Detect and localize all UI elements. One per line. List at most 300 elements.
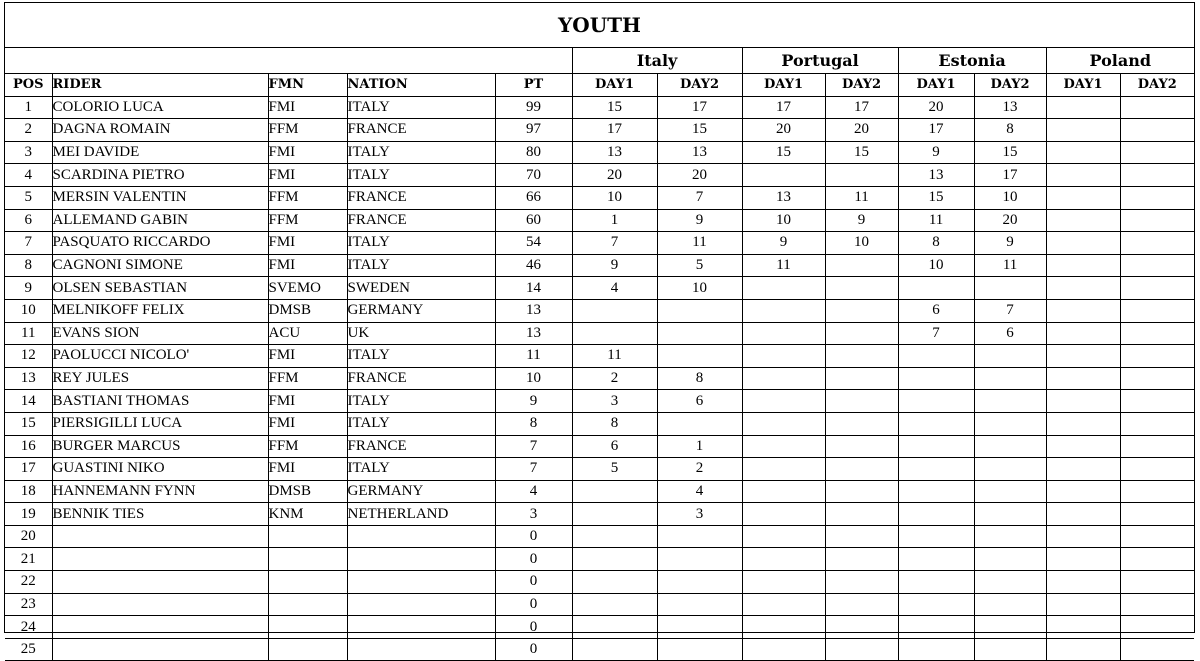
cell-estonia-day2: 9	[974, 232, 1046, 255]
cell-italy-day1	[572, 571, 657, 594]
cell-pos: 21	[5, 548, 52, 571]
cell-poland-day1	[1046, 412, 1120, 435]
cell-portugal-day2: 10	[825, 232, 898, 255]
cell-portugal-day2: 9	[825, 209, 898, 232]
cell-poland-day1	[1046, 96, 1120, 119]
cell-italy-day1: 6	[572, 435, 657, 458]
cell-italy-day1	[572, 322, 657, 345]
cell-estonia-day2	[974, 480, 1046, 503]
cell-portugal-day1	[742, 277, 825, 300]
table-row	[5, 232, 1194, 255]
cell-italy-day2	[657, 638, 742, 661]
cell-portugal-day1	[742, 164, 825, 187]
cell-fmn: SVEMO	[268, 277, 347, 300]
cell-nation	[347, 548, 495, 571]
cell-poland-day2	[1120, 209, 1194, 232]
table-row	[5, 390, 1194, 413]
cell-rider	[52, 638, 268, 661]
cell-pos: 5	[5, 186, 52, 209]
cell-rider: HANNEMANN FYNN	[52, 480, 268, 503]
cell-pt: 0	[495, 548, 572, 571]
cell-pos: 23	[5, 593, 52, 616]
col-header-poland-day2: DAY2	[1120, 74, 1194, 97]
cell-italy-day1: 11	[572, 345, 657, 368]
cell-pos: 24	[5, 616, 52, 639]
cell-pt: 10	[495, 367, 572, 390]
cell-italy-day2	[657, 525, 742, 548]
cell-nation	[347, 571, 495, 594]
cell-portugal-day2	[825, 503, 898, 526]
cell-poland-day1	[1046, 525, 1120, 548]
cell-poland-day2	[1120, 254, 1194, 277]
cell-portugal-day2: 11	[825, 186, 898, 209]
cell-estonia-day1: 6	[898, 299, 974, 322]
cell-portugal-day2	[825, 322, 898, 345]
cell-portugal-day1: 20	[742, 119, 825, 142]
standings-sheet	[4, 2, 1195, 658]
cell-poland-day1	[1046, 548, 1120, 571]
cell-pos: 3	[5, 141, 52, 164]
cell-poland-day1	[1046, 141, 1120, 164]
cell-poland-day1	[1046, 299, 1120, 322]
cell-estonia-day2	[974, 571, 1046, 594]
cell-portugal-day2	[825, 458, 898, 481]
table-row	[5, 480, 1194, 503]
cell-nation: GERMANY	[347, 299, 495, 322]
cell-pt: 11	[495, 345, 572, 368]
cell-pt: 60	[495, 209, 572, 232]
cell-estonia-day1	[898, 277, 974, 300]
cell-nation	[347, 593, 495, 616]
cell-italy-day1: 7	[572, 232, 657, 255]
cell-poland-day2	[1120, 299, 1194, 322]
cell-portugal-day2	[825, 548, 898, 571]
cell-pt: 9	[495, 390, 572, 413]
cell-portugal-day2	[825, 480, 898, 503]
cell-estonia-day1	[898, 503, 974, 526]
cell-estonia-day2	[974, 503, 1046, 526]
cell-nation: ITALY	[347, 412, 495, 435]
cell-poland-day2	[1120, 435, 1194, 458]
cell-portugal-day1	[742, 412, 825, 435]
cell-poland-day2	[1120, 548, 1194, 571]
cell-poland-day2	[1120, 480, 1194, 503]
event-estonia: Estonia	[898, 48, 1046, 74]
cell-pos: 6	[5, 209, 52, 232]
cell-poland-day1	[1046, 119, 1120, 142]
cell-italy-day2: 11	[657, 232, 742, 255]
cell-pt: 66	[495, 186, 572, 209]
cell-estonia-day1: 15	[898, 186, 974, 209]
cell-italy-day1: 9	[572, 254, 657, 277]
cell-fmn	[268, 571, 347, 594]
cell-poland-day1	[1046, 593, 1120, 616]
cell-pt: 8	[495, 412, 572, 435]
cell-nation: ITALY	[347, 232, 495, 255]
cell-pos: 12	[5, 345, 52, 368]
cell-fmn: FFM	[268, 435, 347, 458]
cell-portugal-day2	[825, 164, 898, 187]
cell-italy-day1: 15	[572, 96, 657, 119]
cell-pos: 17	[5, 458, 52, 481]
cell-portugal-day1	[742, 322, 825, 345]
cell-italy-day2: 9	[657, 209, 742, 232]
cell-fmn: FFM	[268, 119, 347, 142]
cell-italy-day2: 5	[657, 254, 742, 277]
cell-portugal-day2	[825, 390, 898, 413]
cell-poland-day2	[1120, 345, 1194, 368]
event-portugal: Portugal	[742, 48, 898, 74]
cell-rider: REY JULES	[52, 367, 268, 390]
event-italy: Italy	[572, 48, 742, 74]
cell-portugal-day2	[825, 345, 898, 368]
table-row	[5, 209, 1194, 232]
table-row	[5, 322, 1194, 345]
cell-estonia-day2	[974, 458, 1046, 481]
cell-rider: MERSIN VALENTIN	[52, 186, 268, 209]
cell-nation: ITALY	[347, 96, 495, 119]
cell-estonia-day1	[898, 548, 974, 571]
cell-portugal-day1	[742, 638, 825, 661]
cell-poland-day2	[1120, 412, 1194, 435]
cell-fmn: FFM	[268, 209, 347, 232]
cell-fmn: FFM	[268, 186, 347, 209]
cell-portugal-day2	[825, 435, 898, 458]
cell-italy-day1	[572, 525, 657, 548]
cell-italy-day2: 17	[657, 96, 742, 119]
cell-poland-day2	[1120, 503, 1194, 526]
cell-poland-day1	[1046, 480, 1120, 503]
cell-fmn: FMI	[268, 458, 347, 481]
cell-pos: 14	[5, 390, 52, 413]
cell-estonia-day2	[974, 277, 1046, 300]
col-header-nation: NATION	[347, 74, 495, 97]
cell-pt: 0	[495, 525, 572, 548]
cell-portugal-day1	[742, 480, 825, 503]
cell-rider: BENNIK TIES	[52, 503, 268, 526]
table-row	[5, 458, 1194, 481]
cell-italy-day2	[657, 299, 742, 322]
col-header-rider: RIDER	[52, 74, 268, 97]
table-row	[5, 525, 1194, 548]
cell-estonia-day2	[974, 345, 1046, 368]
cell-fmn: FMI	[268, 254, 347, 277]
cell-nation	[347, 525, 495, 548]
event-poland: Poland	[1046, 48, 1194, 74]
cell-pos: 1	[5, 96, 52, 119]
cell-portugal-day2	[825, 593, 898, 616]
cell-fmn	[268, 525, 347, 548]
cell-rider: PASQUATO RICCARDO	[52, 232, 268, 255]
cell-estonia-day2: 11	[974, 254, 1046, 277]
cell-poland-day1	[1046, 390, 1120, 413]
cell-portugal-day1	[742, 299, 825, 322]
cell-estonia-day1: 11	[898, 209, 974, 232]
cell-italy-day2: 6	[657, 390, 742, 413]
cell-fmn: FMI	[268, 96, 347, 119]
cell-fmn: FMI	[268, 345, 347, 368]
cell-pt: 80	[495, 141, 572, 164]
cell-rider: SCARDINA PIETRO	[52, 164, 268, 187]
cell-estonia-day2	[974, 435, 1046, 458]
cell-pos: 22	[5, 571, 52, 594]
cell-pt: 0	[495, 571, 572, 594]
col-header-portugal-day1: DAY1	[742, 74, 825, 97]
cell-rider: ALLEMAND GABIN	[52, 209, 268, 232]
cell-poland-day2	[1120, 458, 1194, 481]
cell-poland-day2	[1120, 277, 1194, 300]
cell-pos: 16	[5, 435, 52, 458]
cell-poland-day1	[1046, 367, 1120, 390]
cell-italy-day2: 1	[657, 435, 742, 458]
cell-poland-day1	[1046, 435, 1120, 458]
cell-fmn: DMSB	[268, 480, 347, 503]
cell-portugal-day2	[825, 525, 898, 548]
cell-poland-day1	[1046, 164, 1120, 187]
cell-italy-day1: 1	[572, 209, 657, 232]
cell-rider: DAGNA ROMAIN	[52, 119, 268, 142]
cell-poland-day2	[1120, 119, 1194, 142]
cell-italy-day1: 13	[572, 141, 657, 164]
cell-poland-day1	[1046, 571, 1120, 594]
standings-table	[5, 48, 1194, 661]
cell-rider: MELNIKOFF FELIX	[52, 299, 268, 322]
cell-poland-day2	[1120, 164, 1194, 187]
cell-portugal-day1: 15	[742, 141, 825, 164]
events-header-spacer	[5, 48, 572, 74]
cell-portugal-day2	[825, 299, 898, 322]
cell-pt: 7	[495, 458, 572, 481]
cell-pos: 20	[5, 525, 52, 548]
cell-portugal-day1	[742, 525, 825, 548]
cell-nation: GERMANY	[347, 480, 495, 503]
cell-estonia-day1	[898, 367, 974, 390]
cell-italy-day2	[657, 345, 742, 368]
cell-nation	[347, 638, 495, 661]
cell-poland-day2	[1120, 571, 1194, 594]
cell-pos: 19	[5, 503, 52, 526]
cell-fmn: DMSB	[268, 299, 347, 322]
cell-nation: ITALY	[347, 141, 495, 164]
cell-rider	[52, 571, 268, 594]
cell-portugal-day2	[825, 277, 898, 300]
cell-italy-day2: 3	[657, 503, 742, 526]
cell-portugal-day1: 11	[742, 254, 825, 277]
cell-italy-day2: 7	[657, 186, 742, 209]
cell-rider	[52, 593, 268, 616]
cell-pt: 0	[495, 593, 572, 616]
table-row	[5, 638, 1194, 661]
cell-fmn: KNM	[268, 503, 347, 526]
cell-nation: ITALY	[347, 254, 495, 277]
cell-nation: ITALY	[347, 345, 495, 368]
events-header-row	[5, 48, 1194, 74]
cell-pos: 10	[5, 299, 52, 322]
cell-nation: SWEDEN	[347, 277, 495, 300]
cell-portugal-day1	[742, 390, 825, 413]
cell-poland-day1	[1046, 209, 1120, 232]
cell-rider	[52, 525, 268, 548]
table-row	[5, 593, 1194, 616]
cell-italy-day2: 20	[657, 164, 742, 187]
cell-estonia-day1: 10	[898, 254, 974, 277]
cell-portugal-day1	[742, 458, 825, 481]
cell-italy-day2	[657, 548, 742, 571]
cell-rider	[52, 548, 268, 571]
cell-pos: 8	[5, 254, 52, 277]
cell-fmn	[268, 638, 347, 661]
cell-portugal-day2: 17	[825, 96, 898, 119]
cell-italy-day2	[657, 571, 742, 594]
cell-estonia-day2: 10	[974, 186, 1046, 209]
table-row	[5, 503, 1194, 526]
cell-pt: 0	[495, 638, 572, 661]
column-header-row	[5, 74, 1194, 97]
cell-estonia-day1: 20	[898, 96, 974, 119]
col-header-estonia-day1: DAY1	[898, 74, 974, 97]
cell-pt: 70	[495, 164, 572, 187]
cell-rider: GUASTINI NIKO	[52, 458, 268, 481]
cell-fmn: FMI	[268, 412, 347, 435]
cell-poland-day2	[1120, 525, 1194, 548]
cell-italy-day1	[572, 638, 657, 661]
cell-rider: COLORIO LUCA	[52, 96, 268, 119]
cell-rider: EVANS SION	[52, 322, 268, 345]
table-row	[5, 96, 1194, 119]
cell-pos: 18	[5, 480, 52, 503]
cell-portugal-day2: 20	[825, 119, 898, 142]
col-header-portugal-day2: DAY2	[825, 74, 898, 97]
cell-pt: 46	[495, 254, 572, 277]
cell-rider: OLSEN SEBASTIAN	[52, 277, 268, 300]
col-header-italy-day1: DAY1	[572, 74, 657, 97]
cell-estonia-day1: 17	[898, 119, 974, 142]
cell-poland-day1	[1046, 503, 1120, 526]
page-title: YOUTH	[5, 3, 1194, 48]
cell-portugal-day2	[825, 412, 898, 435]
cell-estonia-day2	[974, 548, 1046, 571]
table-row	[5, 299, 1194, 322]
cell-estonia-day1	[898, 638, 974, 661]
cell-italy-day1: 3	[572, 390, 657, 413]
cell-nation: FRANCE	[347, 435, 495, 458]
cell-italy-day2	[657, 322, 742, 345]
cell-poland-day2	[1120, 367, 1194, 390]
cell-estonia-day2	[974, 593, 1046, 616]
cell-portugal-day1	[742, 367, 825, 390]
table-row	[5, 119, 1194, 142]
cell-nation: FRANCE	[347, 186, 495, 209]
cell-estonia-day2	[974, 525, 1046, 548]
cell-pos: 11	[5, 322, 52, 345]
cell-pos: 7	[5, 232, 52, 255]
cell-italy-day1: 8	[572, 412, 657, 435]
cell-pos: 2	[5, 119, 52, 142]
cell-portugal-day1	[742, 548, 825, 571]
cell-italy-day2: 15	[657, 119, 742, 142]
cell-estonia-day1	[898, 571, 974, 594]
cell-portugal-day1	[742, 503, 825, 526]
cell-estonia-day2: 6	[974, 322, 1046, 345]
cell-nation: FRANCE	[347, 209, 495, 232]
cell-estonia-day2: 20	[974, 209, 1046, 232]
cell-poland-day1	[1046, 322, 1120, 345]
cell-fmn: FMI	[268, 390, 347, 413]
cell-pt: 13	[495, 299, 572, 322]
cell-estonia-day1: 8	[898, 232, 974, 255]
cell-fmn: FFM	[268, 367, 347, 390]
cell-italy-day1: 5	[572, 458, 657, 481]
cell-portugal-day2: 15	[825, 141, 898, 164]
cell-pt: 54	[495, 232, 572, 255]
cell-estonia-day1	[898, 525, 974, 548]
cell-portugal-day1: 13	[742, 186, 825, 209]
cell-italy-day2: 2	[657, 458, 742, 481]
cell-nation: FRANCE	[347, 119, 495, 142]
cell-poland-day2	[1120, 593, 1194, 616]
cell-portugal-day1: 9	[742, 232, 825, 255]
cell-estonia-day2	[974, 638, 1046, 661]
cell-rider: BURGER MARCUS	[52, 435, 268, 458]
cell-poland-day2	[1120, 141, 1194, 164]
cell-pt: 3	[495, 503, 572, 526]
cell-estonia-day2	[974, 390, 1046, 413]
cell-portugal-day1	[742, 435, 825, 458]
cell-poland-day1	[1046, 458, 1120, 481]
cell-pos: 9	[5, 277, 52, 300]
cell-estonia-day1: 13	[898, 164, 974, 187]
col-header-poland-day1: DAY1	[1046, 74, 1120, 97]
cell-poland-day1	[1046, 277, 1120, 300]
table-row	[5, 254, 1194, 277]
cell-poland-day2	[1120, 638, 1194, 661]
cell-nation: UK	[347, 322, 495, 345]
cell-italy-day1: 17	[572, 119, 657, 142]
cell-estonia-day1	[898, 480, 974, 503]
table-row	[5, 141, 1194, 164]
cell-estonia-day2: 13	[974, 96, 1046, 119]
cell-portugal-day1	[742, 593, 825, 616]
cell-estonia-day1	[898, 345, 974, 368]
cell-italy-day1	[572, 503, 657, 526]
cell-italy-day2: 4	[657, 480, 742, 503]
col-header-estonia-day2: DAY2	[974, 74, 1046, 97]
cell-poland-day2	[1120, 186, 1194, 209]
cell-fmn: ACU	[268, 322, 347, 345]
cell-pos: 15	[5, 412, 52, 435]
cell-pt: 99	[495, 96, 572, 119]
col-header-italy-day2: DAY2	[657, 74, 742, 97]
cell-italy-day1	[572, 593, 657, 616]
cell-rider: PAOLUCCI NICOLO'	[52, 345, 268, 368]
cell-italy-day1	[572, 299, 657, 322]
col-header-pt: PT	[495, 74, 572, 97]
cell-italy-day1	[572, 548, 657, 571]
cell-italy-day2: 13	[657, 141, 742, 164]
cell-poland-day1	[1046, 186, 1120, 209]
cell-poland-day1	[1046, 232, 1120, 255]
cell-nation: ITALY	[347, 164, 495, 187]
cell-portugal-day2	[825, 571, 898, 594]
cell-fmn	[268, 593, 347, 616]
table-row	[5, 164, 1194, 187]
cell-pos: 4	[5, 164, 52, 187]
table-row	[5, 277, 1194, 300]
cell-estonia-day1: 9	[898, 141, 974, 164]
cell-nation: ITALY	[347, 458, 495, 481]
cell-fmn: FMI	[268, 141, 347, 164]
cell-estonia-day1	[898, 412, 974, 435]
